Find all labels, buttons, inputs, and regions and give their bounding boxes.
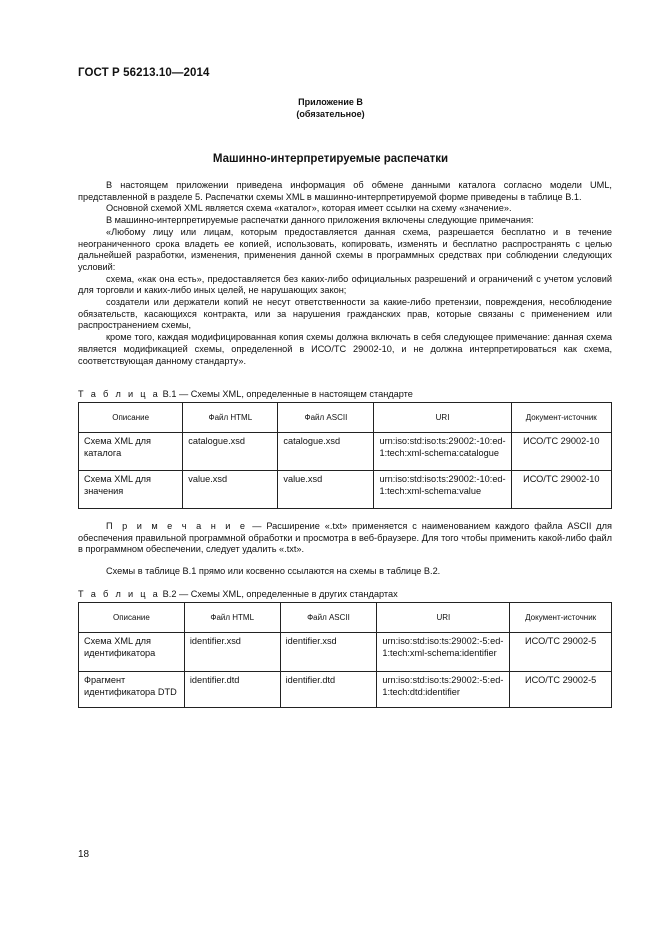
- table1-header-cell: Файл HTML: [183, 403, 278, 433]
- table2-header-cell: Файл ASCII: [280, 603, 377, 633]
- table-row: [79, 672, 612, 708]
- note-label: П р и м е ч а н и е: [106, 521, 248, 531]
- table2-header-row: [79, 603, 612, 633]
- table2-caption-prefix: Т а б л и ц а: [78, 589, 161, 599]
- table2: [78, 602, 612, 708]
- table-cell: urn:iso:std:iso:ts:29002:-10:ed-1:tech:xml-schema:catalogue: [374, 433, 511, 471]
- appendix-label: Приложение В: [298, 97, 363, 107]
- table-cell: identifier.dtd: [280, 672, 377, 708]
- table1: [78, 402, 612, 509]
- paragraph: Основной схемой XML является схема «каталог», которая имеет ссылки на схему «значение».: [106, 203, 512, 214]
- table-cell: identifier.xsd: [280, 633, 377, 672]
- table-cell: identifier.xsd: [184, 633, 280, 672]
- table-cell: ИСО/ТС 29002-5: [510, 633, 612, 672]
- table2-header-cell: URI: [377, 603, 510, 633]
- appendix-status: (обязательное): [296, 109, 365, 119]
- table-cell: catalogue.xsd: [183, 433, 278, 471]
- table1-header-row: [79, 403, 612, 433]
- table-cell: catalogue.xsd: [278, 433, 374, 471]
- table-cell: ИСО/ТС 29002-5: [510, 672, 612, 708]
- table1-header-cell: Описание: [79, 403, 183, 433]
- table-row: [79, 633, 612, 672]
- table1-header-cell: Документ-источник: [511, 403, 611, 433]
- page-number: 18: [78, 849, 90, 860]
- table1-caption-prefix: Т а б л и ц а: [78, 389, 161, 399]
- table2-caption: [78, 589, 398, 599]
- table-cell: urn:iso:std:iso:ts:29002:-5:ed-1:tech:xml-schema:identifier: [377, 633, 510, 672]
- paragraph: схема, «как она есть», предоставляется без каких-либо официальных разрешений и ограничений с учетом условий для торговли и каких-либо иных целей, не нарушающих закон;: [78, 273, 612, 296]
- paragraph: создатели или держатели копий не несут ответственности за какие-либо претензии, повреждения, несоблюдение обязательств, касающихся контракта, или за нарушения гражданских прав, которые связаны с применением или распространением схемы,: [78, 297, 612, 331]
- table-cell: value.xsd: [278, 471, 374, 509]
- table-cell: ИСО/ТС 29002-10: [511, 433, 611, 471]
- table2-caption-text: В.2 — Схемы XML, определенные в других стандартах: [162, 589, 398, 599]
- table2-header-cell: Описание: [79, 603, 185, 633]
- paragraph: «Любому лицу или лицам, которым предоставляется данная схема, разрешается бесплатно и в течение неограниченного срока владеть ее копией, использовать, копировать, изменять и бесплатно распространять с целью дальнейшей разработки, изменения, применения данной схемы в программных средствах при соблюдении следующих условий:: [78, 226, 612, 272]
- appendix-heading: [0, 96, 661, 120]
- table-row: [79, 433, 612, 471]
- table1-header-cell: Файл ASCII: [278, 403, 374, 433]
- appendix-title: Машинно-интерпретируемые распечатки: [212, 153, 449, 165]
- table-cell: urn:iso:std:iso:ts:29002:-5:ed-1:tech:dtd:identifier: [377, 672, 510, 708]
- table-cell: value.xsd: [183, 471, 278, 509]
- paragraph: В настоящем приложении приведена информация об обмене данными каталога согласно модели UML, представленной в разделе 5. Распечатки схемы XML в машинно-интерпретируемой форме приведены в таблице В.1.: [78, 180, 612, 202]
- table-cell: Схема XML для идентификатора: [79, 633, 185, 672]
- table-row: [79, 471, 612, 509]
- table-cell: Схема XML для значения: [79, 471, 183, 509]
- table2-header-cell: Файл HTML: [184, 603, 280, 633]
- document-code-header: ГОСТ Р 56213.10—2014: [78, 67, 210, 79]
- table-cell: ИСО/ТС 29002-10: [511, 471, 611, 509]
- note-text: — Расширение «.txt» применяется с наименованием каждого файла ASCII для обеспечения правильной программной обработки и просмотра в веб-браузере. Для того чтобы применить какой-либо файл в программном обеспечении, следует удалить «.txt».: [78, 521, 612, 555]
- table-cell: identifier.dtd: [184, 672, 280, 708]
- table-cell: Фрагмент идентификатора DTD: [79, 672, 185, 708]
- body-text: [78, 180, 612, 367]
- table1-caption: [78, 389, 413, 399]
- table1-caption-text: В.1 — Схемы XML, определенные в настоящем стандарте: [162, 389, 413, 399]
- table-cell: urn:iso:std:iso:ts:29002:-10:ed-1:tech:xml-schema:value: [374, 471, 511, 509]
- note: [78, 521, 612, 556]
- paragraph: кроме того, каждая модифицированная копия схемы должна включать в себя следующее примечание: данная схема является модификацией схемы, определенной в ИСО/ТС 29002-10, и не должна интерпретироваться как схема, соответствующая данному стандарту».: [78, 332, 612, 366]
- tables-reference-text: Схемы в таблице В.1 прямо или косвенно ссылаются на схемы в таблице В.2.: [106, 566, 441, 576]
- table1-header-cell: URI: [374, 403, 511, 433]
- table2-header-cell: Документ-источник: [510, 603, 612, 633]
- table-cell: Схема XML для каталога: [79, 433, 183, 471]
- paragraph: В машинно-интерпретируемые распечатки данного приложения включены следующие примечания:: [106, 215, 534, 226]
